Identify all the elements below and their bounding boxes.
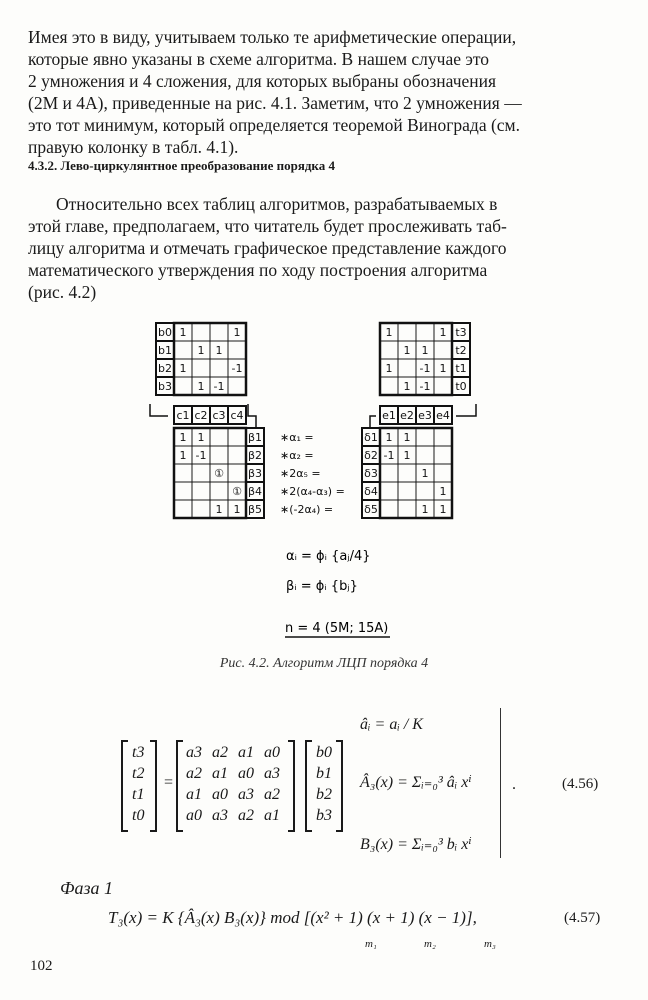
b-grid-value: 1 [179,326,187,339]
t-grid-cell [398,359,416,377]
t-label: t1 [455,362,467,375]
t-entry: t1 [132,786,145,803]
e-label: e1 [382,409,396,422]
left-middle-grid-value: -1 [195,449,207,462]
right-middle-grid-value: 1 [439,503,447,516]
figure-caption: Рис. 4.2. Алгоритм ЛЦП порядка 4 [219,656,429,671]
b-grid-value: 1 [197,380,205,393]
text-line: лицу алгоритма и отмечать графическое представление каждого [28,238,507,258]
page-number: 102 [30,958,53,974]
right-middle-grid-cell [398,482,416,500]
left-middle-grid-cell [174,482,192,500]
a-matrix-entry: a3 [238,786,254,803]
bracket-right [150,740,157,832]
a-matrix [186,742,290,826]
t-label: t0 [455,380,467,393]
left-middle-grid-cell [210,482,228,500]
e-label: e2 [400,409,414,422]
left-middle-grid-cell [192,500,210,518]
text-line: Имея это в виду, учитываем только те арифметические операции, [28,27,517,47]
a-matrix-entry: a3 [264,765,280,782]
product-label: ∗α₁ = [280,431,314,444]
product-label: ∗α₂ = [280,449,314,462]
alpha-definition: αᵢ = ϕᵢ {aⱼ/4} [286,549,371,564]
right-middle-grid-cell [434,428,452,446]
right-middle-grid-cell [380,500,398,518]
left-middle-grid-value: 1 [197,431,205,444]
A3-definition: Â₃(x) = Σᵢ₌₀³ âᵢ xⁱ [360,774,472,791]
left-middle-grid-cell [174,464,192,482]
c-label: c2 [194,409,208,422]
b-grid-cell [228,341,246,359]
a-matrix-row [186,805,290,826]
text-line: Относительно всех таблиц алгоритмов, разрабатываемых в [56,194,498,214]
a-matrix-entry: a1 [212,765,228,782]
text-line: правую колонку в табл. 4.1). [28,137,239,157]
e-label: e4 [436,409,450,422]
left-middle-grid-value: ① [232,485,242,498]
a-matrix-row [186,763,290,784]
delta-label: δ2 [364,449,378,462]
left-middle-grid-value: 1 [215,503,223,516]
right-middle-grid-cell [380,482,398,500]
bracket-left [176,740,183,832]
right-middle-grid-cell [434,464,452,482]
t-grid-cell [380,377,398,395]
t-grid-value: 1 [385,362,393,375]
c-label: c1 [176,409,190,422]
text-line: математического утверждения по ходу построения алгоритма [28,260,488,280]
underbrace-label: m₁ [365,938,377,950]
a-matrix-entry: a1 [264,807,280,824]
left-middle-grid-cell [210,428,228,446]
left-middle-grid-cell [228,464,246,482]
left-middle-grid-value: ① [214,467,224,480]
b-label: b2 [158,362,172,375]
section-heading: 4.3.2. Лево-циркулянтное преобразование порядка 4 [28,158,335,173]
a-hat-definition: âᵢ = aᵢ / K [360,716,423,733]
right-middle-grid-cell [416,482,434,500]
left-middle-grid-cell [228,428,246,446]
right-middle-grid-value: 1 [421,467,429,480]
t-vector [132,742,144,826]
bracket-left [305,740,312,832]
b-vector [316,742,332,826]
t-grid-value: 1 [403,380,411,393]
bracket-right [336,740,343,832]
delta-label: δ5 [364,503,378,516]
b-label: b3 [158,380,172,393]
right-middle-grid-value: 1 [385,431,393,444]
t-label: t3 [455,326,467,339]
a-matrix-entry: a3 [186,744,202,761]
underbrace-label: m₃ [484,938,496,950]
left-middle-grid-cell [210,446,228,464]
t-entry: t2 [132,765,145,782]
connector-arrow [248,404,256,428]
b-grid-value: 1 [233,326,241,339]
period: . [512,776,516,793]
a-matrix-entry: a1 [238,744,254,761]
beta-label: β2 [247,449,263,462]
c-label: c4 [230,409,244,422]
right-middle-grid-cell [398,500,416,518]
b-grid-cell [210,323,228,341]
product-label: ∗2(α₄-α₃) = [280,485,345,498]
right-middle-grid-cell [416,446,434,464]
a-matrix-entry: a0 [186,807,202,824]
t-grid-value: 1 [439,362,447,375]
equals-sign: = [164,774,174,791]
b-grid-cell [210,359,228,377]
t-grid-cell [398,323,416,341]
a-matrix-entry: a2 [186,765,202,782]
t-grid-value: -1 [419,362,431,375]
t-grid-value: 1 [439,326,447,339]
t-grid-value: 1 [385,326,393,339]
product-label: ∗2α₅ = [280,467,321,480]
t-entry: t0 [132,807,145,824]
a-matrix-entry: a1 [186,786,202,803]
t-grid-value: 1 [403,344,411,357]
t-label: t2 [455,344,467,357]
equation-number: (4.56) [562,776,599,792]
left-middle-grid-value: 1 [179,449,187,462]
connector-arrow [150,404,168,416]
underbrace-label: m₂ [424,938,436,950]
b-grid-value: 1 [197,344,205,357]
b-entry: b1 [316,765,332,782]
e-label: e3 [418,409,432,422]
b-grid-cell [174,377,192,395]
a-matrix-entry: a3 [212,807,228,824]
b-label: b0 [158,326,172,339]
connector-arrow [370,416,376,428]
beta-label: β4 [247,485,263,498]
right-middle-grid-value: 1 [439,485,447,498]
b-entry: b0 [316,744,332,761]
left-middle-grid-cell [228,446,246,464]
text-line: это тот минимум, который определяется теоремой Винограда (см. [28,115,521,135]
bracket-right [288,740,295,832]
text-line: (рис. 4.2) [28,282,97,302]
beta-label: β3 [247,467,263,480]
b-entry: b3 [316,807,332,824]
t-grid-cell [416,323,434,341]
c-label: c3 [212,409,226,422]
t-grid-value: 1 [421,344,429,357]
left-middle-grid-value: 1 [179,431,187,444]
product-label: ∗(-2α₄) = [280,503,334,516]
a-matrix-entry: a2 [264,786,280,803]
equation-number: (4.57) [564,910,601,926]
text-line: (2М и 4А), приведенные на рис. 4.1. Заметим, что 2 умножения — [28,93,522,113]
right-middle-grid-value: 1 [403,449,411,462]
right-middle-grid-value: -1 [383,449,395,462]
b-grid-value: 1 [215,344,223,357]
complexity-label: n = 4 (5M; 15A) [285,621,389,636]
left-middle-grid-cell [174,500,192,518]
a-matrix-entry: a0 [264,744,280,761]
right-middle-grid-value: 1 [403,431,411,444]
a-matrix-entry: a0 [238,765,254,782]
b-grid-value: 1 [179,362,187,375]
b-entry: b2 [316,786,332,803]
a-matrix-entry: a0 [212,786,228,803]
t-entry: t3 [132,744,145,761]
left-middle-grid-value: 1 [233,503,241,516]
B3-definition: B₃(x) = Σᵢ₌₀³ bᵢ xⁱ [360,836,472,853]
left-middle-grid-cell [192,482,210,500]
right-middle-grid-cell [398,464,416,482]
b-grid-cell [174,341,192,359]
t-grid-cell [380,341,398,359]
a-matrix-row [186,742,290,763]
right-middle-grid-cell [416,428,434,446]
delta-label: δ3 [364,467,378,480]
right-middle-grid-value: 1 [421,503,429,516]
t-grid-value: -1 [419,380,431,393]
bracket-left [121,740,128,832]
b-grid-value: -1 [213,380,225,393]
a-matrix-entry: a2 [212,744,228,761]
a-matrix-row [186,784,290,805]
b-grid-cell [228,377,246,395]
b-grid-value: -1 [231,362,243,375]
a-matrix-entry: a2 [238,807,254,824]
b-grid-cell [192,323,210,341]
phase-formula: T₃(x) = K {Â₃(x) B₃(x)} mod [(x² + 1) (x + 1) (x − 1)], [108,908,477,927]
left-middle-grid-cell [192,464,210,482]
beta-definition: βᵢ = ϕᵢ {bⱼ} [286,579,358,594]
beta-label: β1 [247,431,263,444]
connector-arrow [456,404,476,416]
phase-label: Фаза 1 [60,878,113,898]
delta-label: δ4 [364,485,378,498]
b-grid-cell [192,359,210,377]
beta-label: β5 [247,503,263,516]
b-label: b1 [158,344,172,357]
t-grid-cell [434,341,452,359]
right-middle-grid-cell [434,446,452,464]
text-line: 2 умножения и 4 сложения, для которых выбраны обозначения [28,71,497,91]
text-line: которые явно указаны в схеме алгоритма. В нашем случае это [28,49,490,69]
delta-label: δ1 [364,431,378,444]
text-line: этой главе, предполагаем, что читатель будет прослеживать таб- [28,216,507,236]
brace-line [500,708,501,858]
right-middle-grid-cell [380,464,398,482]
t-grid-cell [434,377,452,395]
